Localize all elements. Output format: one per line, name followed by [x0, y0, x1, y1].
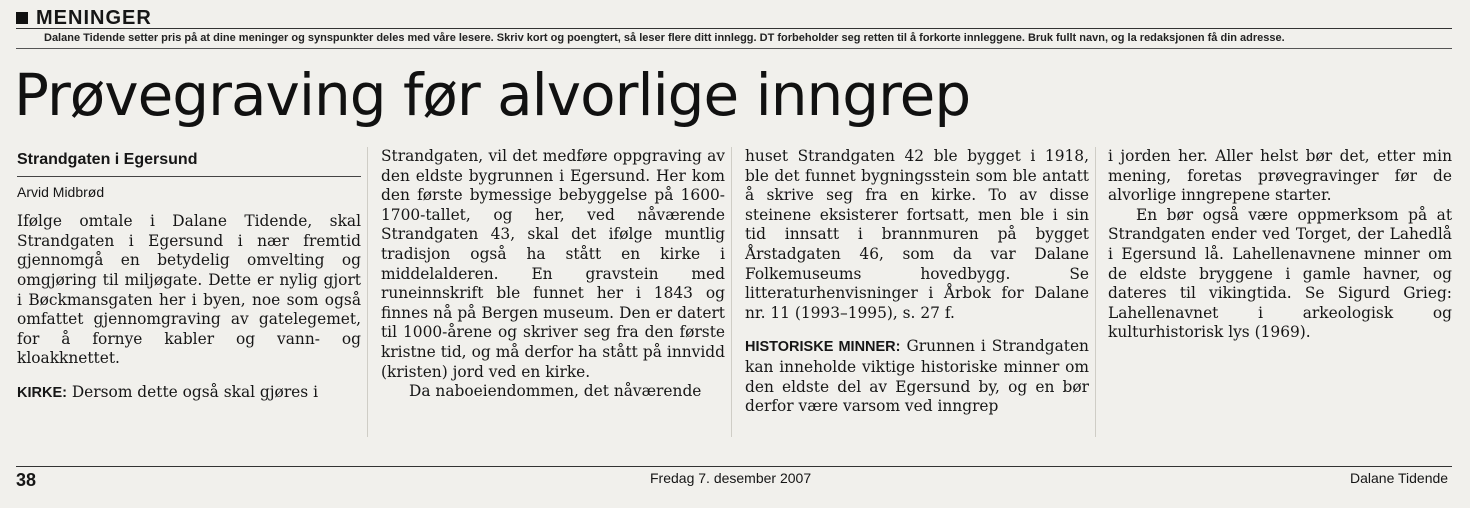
paragraph: i jorden her. Aller helst bør det, etter min mening, foretas prøvegravinger før de alvorlige inngrepene starter. — [1108, 147, 1452, 205]
article-column-3 — [745, 147, 1089, 417]
paragraph-kirke — [17, 383, 361, 404]
policy-divider — [16, 48, 1452, 49]
issue-date: Fredag 7. desember 2007 — [650, 470, 812, 486]
section-square-icon — [16, 12, 28, 24]
article-headline: Prøvegraving før alvorlige inngrep — [14, 61, 971, 129]
paragraph: Da naboeiendommen, det nåværende — [409, 382, 702, 401]
page-number: 38 — [16, 470, 37, 490]
paragraph-text: Dersom dette også skal gjøres i — [66, 382, 318, 401]
paragraph-historiske — [745, 337, 1089, 416]
article-subheading: Strandgaten i Egersund — [17, 150, 361, 177]
article-column-1 — [17, 147, 361, 404]
article-column-2 — [381, 147, 725, 402]
paragraph: Strandgaten, vil det medføre oppgraving av den eldste bygrunnen i Egersund. Her kom den første bymessige bebyggelse på 1600-1700-tallet, og her, ved nåværende Strandgaten 43, skal det ifølge muntlig tradisjon også ha stått en kirke i middelalderen. En gravstein med runeinnskrift ble funnet her i 1843 og finnes nå på Bergen museum. Den er datert til 1000-årene og skriver seg fra den første kristne tid, og må derfor ha stått på innvidd (kristen) jord ved en kirke. — [381, 147, 725, 381]
column-divider — [367, 147, 368, 437]
paragraph-lead: HISTORISKE MINNER: — [745, 339, 901, 356]
policy-note: Dalane Tidende setter pris på at dine meninger og synspunkter deles med våre lesere. Skriv kort og poengtert, så leser flere ditt innlegg. DT forbeholder seg retten til å forkorte innleggene. Bruk fullt navn, og la redaksjonen få din adresse. — [44, 32, 1285, 44]
section-title: MENINGER — [36, 6, 152, 29]
paragraph-lead: KIRKE: — [17, 384, 67, 401]
section-header — [16, 8, 152, 28]
top-divider — [16, 28, 1452, 29]
column-divider — [731, 147, 732, 437]
article-column-4 — [1108, 147, 1452, 343]
paragraph: Ifølge omtale i Dalane Tidende, skal Strandgaten i Egersund i nær fremtid gjennomgå en betydelig omvelting og omgjøring til miljøgate. Dette er nylig gjort i Bøckmansgaten her i byen, noe som også omfattet gjennomgraving av gatelegemet, for å fornye kabler og vann- og kloakknettet. — [17, 212, 361, 368]
paragraph: En bør også være oppmerksom på at Strandgaten ender ved Torget, der Lahedlå i Egersund lå. Lahellenavnene minner om de eldste bryggene i gamle havner, og dateres til vikingtida. Se Sigurd Grieg: Lahellenavnet i arkeologisk og kulturhistorisk lys (1969). — [1108, 205, 1452, 342]
newspaper-name: Dalane Tidende — [1350, 470, 1449, 486]
column-divider — [1095, 147, 1096, 437]
paragraph-text: Grunnen i Strandgaten kan inneholde viktige historiske minner om den eldste del av Egersund by, og en bør derfor være varsom ved inngrep — [745, 337, 1089, 416]
article-byline: Arvid Midbrød — [17, 183, 105, 200]
paragraph: huset Strandgaten 42 ble bygget i 1918, ble det funnet bygningsstein som ble antatt å skrive seg fra en kirke. To av disse steinene eksisterer fortsatt, men ble i sin tid innsatt i brannmuren på bygget Årstadgaten 46, som da var Dalane Folkemuseums hovedbygg. Se litteraturhenvisninger i Årbok for Dalane nr. 11 (1993–1995), s. 27 f. — [745, 147, 1089, 322]
footer-divider — [16, 466, 1452, 467]
